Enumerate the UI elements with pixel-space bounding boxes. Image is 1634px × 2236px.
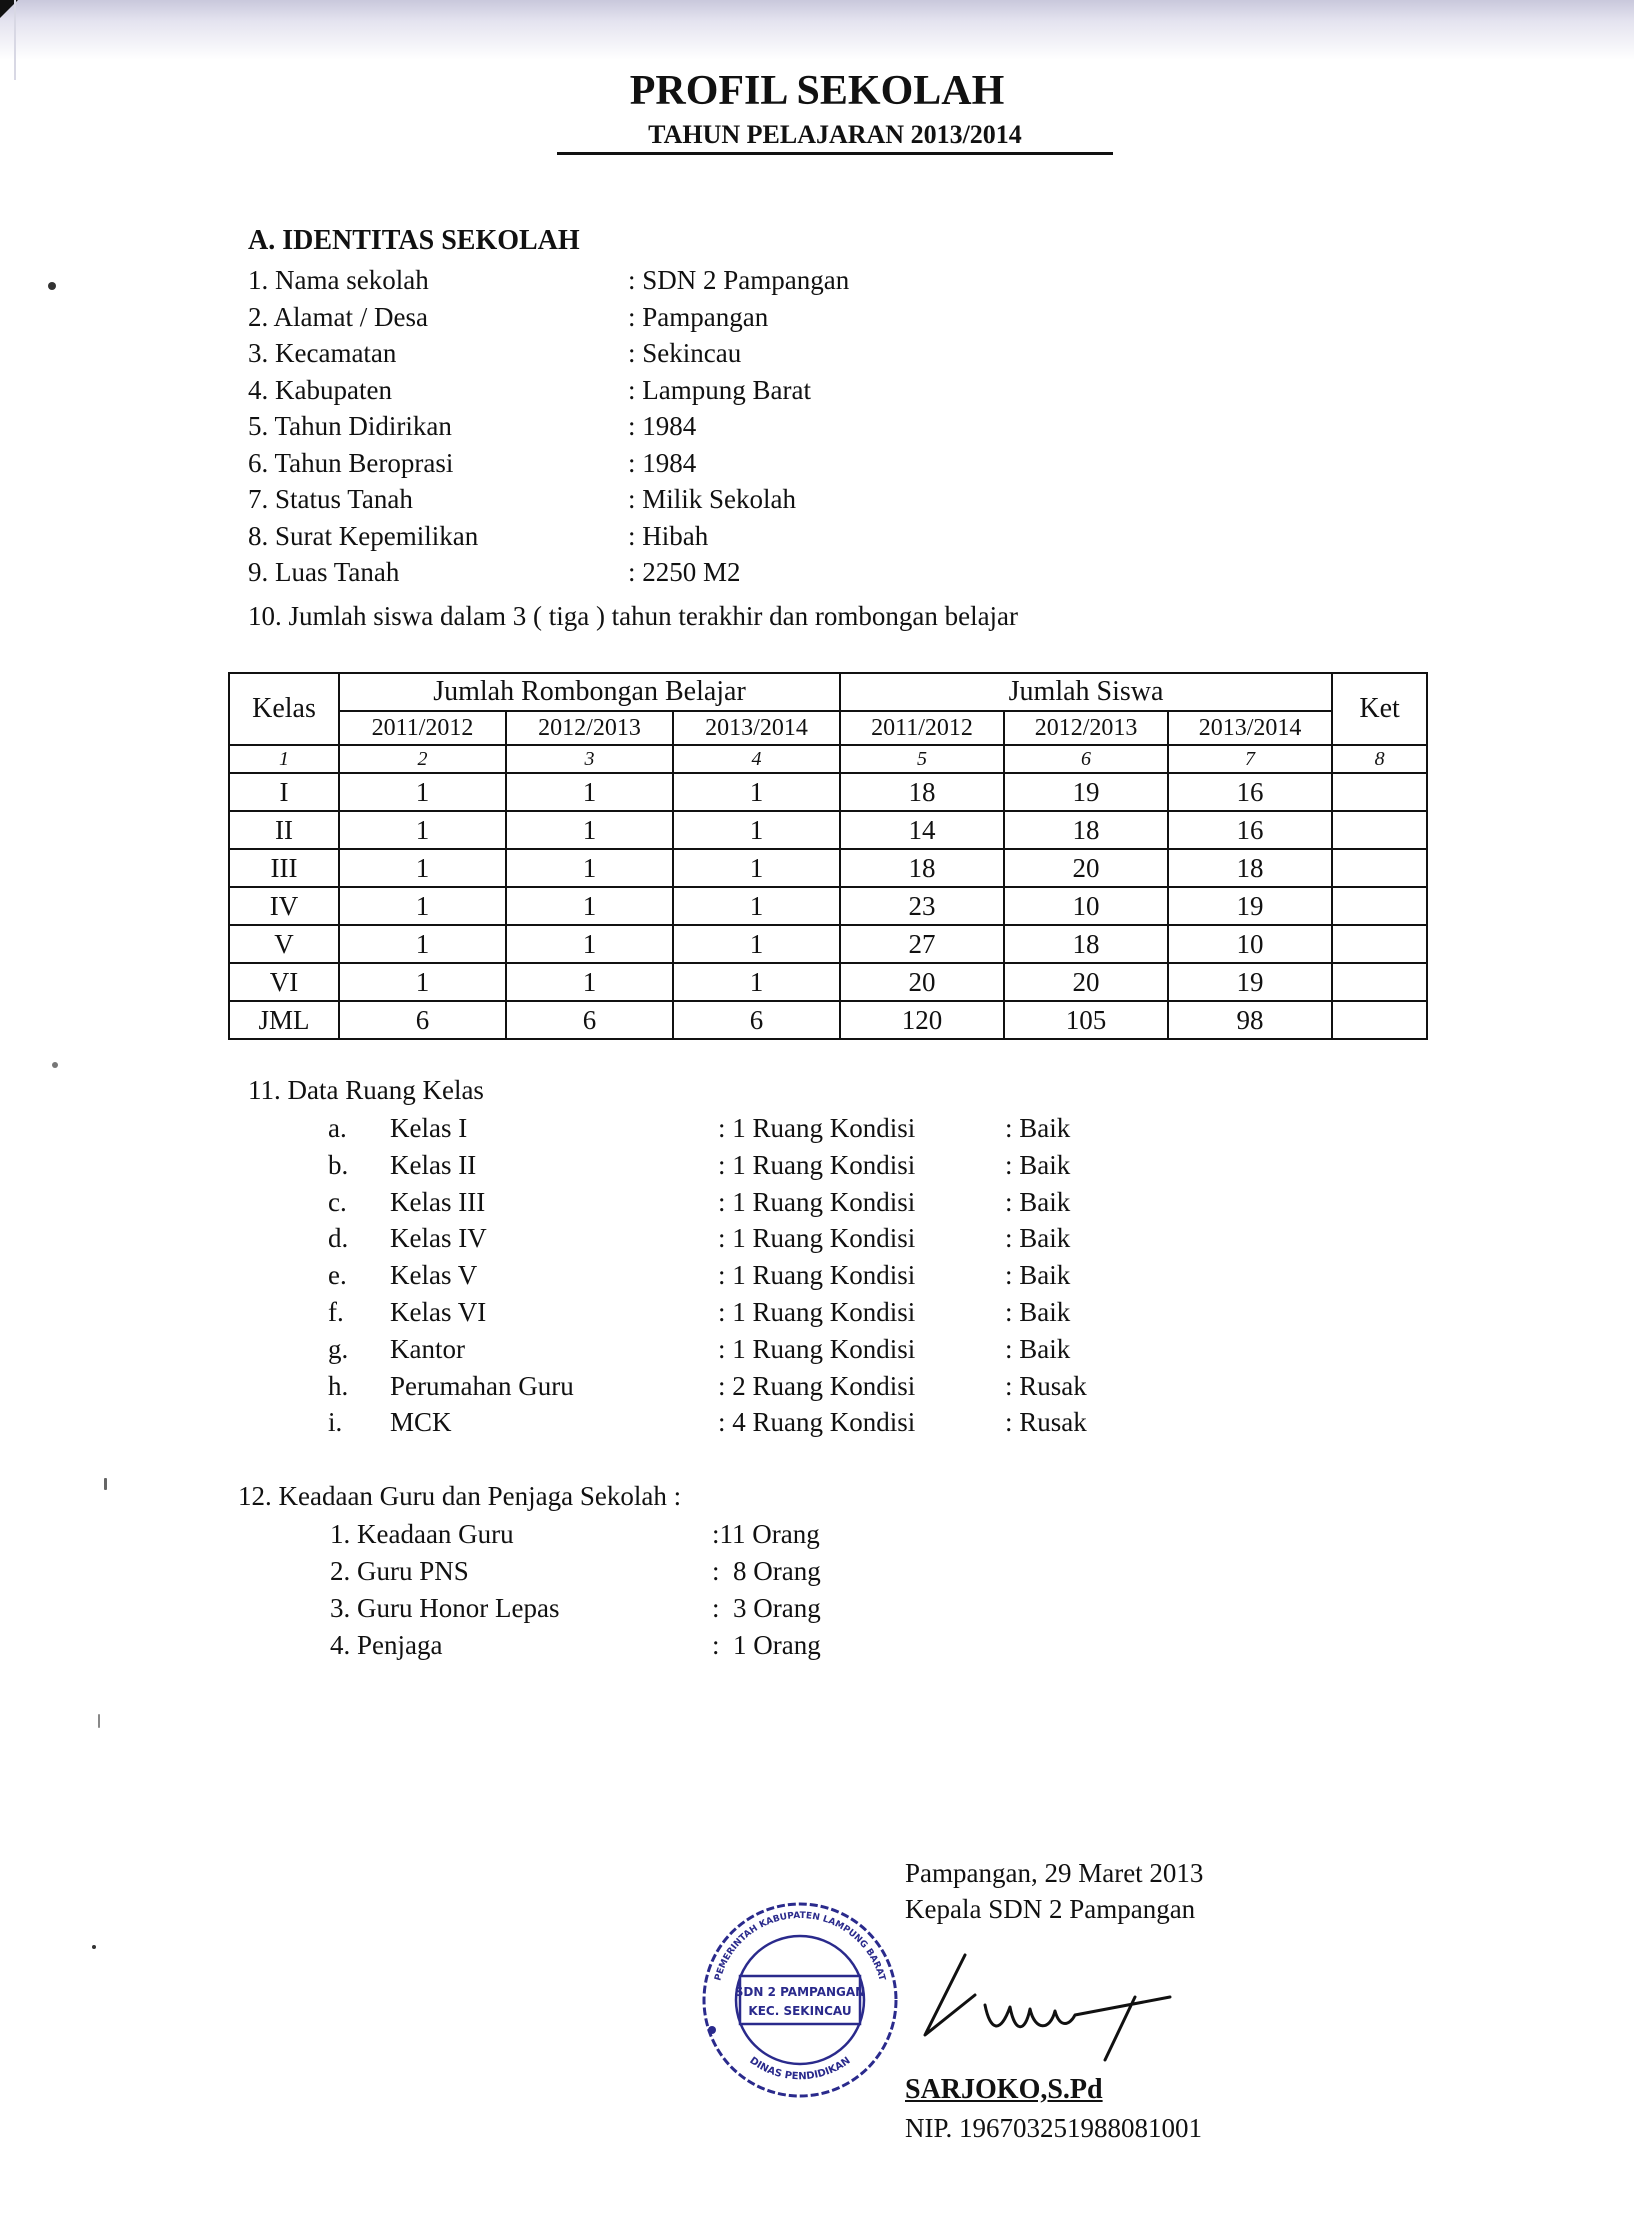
siswa-cell: 18 (840, 849, 1004, 887)
ruang-kondisi: : Baik (1005, 1186, 1071, 1217)
signatory-name: SARJOKO,S.Pd (905, 2074, 1103, 2105)
siswa-cell: 20 (1004, 963, 1168, 1001)
ket-cell (1332, 925, 1427, 963)
rombel-cell: 1 (506, 887, 673, 925)
identity-value: : 1984 (628, 411, 697, 441)
siswa-cell: 19 (1168, 887, 1332, 925)
siswa-cell: 16 (1168, 811, 1332, 849)
document-subtitle: TAHUN PELAJARAN 2013/2014 (557, 118, 1113, 155)
ruang-count: : 1 Ruang Kondisi (718, 1223, 916, 1254)
identity-label: 9. Luas Tanah (248, 557, 400, 587)
guru-row (330, 1553, 930, 1590)
header-year: 2013/2014 (673, 711, 840, 745)
identity-label: 8. Surat Kepemilikan (248, 520, 479, 551)
identity-row (248, 299, 1148, 336)
scan-speck (92, 1945, 96, 1949)
identity-row (248, 372, 1148, 409)
table-body (229, 773, 1427, 1039)
item-10-label: 10. Jumlah siswa dalam 3 ( tiga ) tahun terakhir dan rombongan belajar (248, 601, 1019, 631)
signatory-nip: NIP. 196703251988081001 (905, 2113, 1203, 2143)
rombel-cell: 1 (673, 963, 840, 1001)
ruang-name: Kelas I (390, 1113, 468, 1143)
kelas-cell: I (229, 773, 339, 811)
ruang-name: Kelas V (390, 1260, 478, 1291)
stamp-ring-bottom-text: DINAS PENDIDIKAN (747, 2055, 853, 2083)
ruang-letter: b. (328, 1149, 349, 1180)
siswa-cell: 20 (1004, 849, 1168, 887)
ruang-letter: g. (328, 1333, 349, 1364)
ket-cell (1332, 811, 1427, 849)
index-cell: 5 (840, 745, 1004, 773)
ruang-letter: e. (328, 1260, 347, 1291)
school-stamp (700, 1850, 900, 2140)
guru-list (330, 1516, 930, 1664)
identity-value: : Pampangan (628, 301, 769, 332)
kelas-cell: JML (229, 1001, 339, 1039)
guru-row (330, 1516, 930, 1553)
identity-row (248, 408, 1148, 445)
ruang-row (300, 1331, 1200, 1368)
identity-row (248, 518, 1148, 555)
rombel-cell: 1 (673, 849, 840, 887)
ruang-row (300, 1110, 1200, 1147)
siswa-cell: 18 (1004, 925, 1168, 963)
ruang-row (300, 1184, 1200, 1221)
siswa-cell: 20 (840, 963, 1004, 1001)
rombel-cell: 6 (506, 1001, 673, 1039)
kelas-cell: V (229, 925, 339, 963)
siswa-cell: 27 (840, 925, 1004, 963)
guru-name: 4. Penjaga (330, 1630, 443, 1660)
identity-row (248, 335, 1148, 372)
table-row (229, 773, 1427, 811)
rombel-cell: 1 (339, 811, 506, 849)
siswa-cell: 19 (1004, 773, 1168, 811)
siswa-cell: 14 (840, 811, 1004, 849)
rombel-cell: 1 (339, 849, 506, 887)
stamp-star-icon (708, 2026, 716, 2034)
rombel-cell: 1 (506, 849, 673, 887)
rombel-cell: 1 (506, 963, 673, 1001)
guru-name: 3. Guru Honor Lepas (330, 1593, 560, 1623)
identity-row (248, 481, 1148, 518)
identity-value: : 2250 M2 (628, 557, 741, 587)
kelas-cell: IV (229, 887, 339, 925)
rombel-cell: 1 (673, 773, 840, 811)
index-cell: 3 (506, 745, 673, 773)
table-row (229, 811, 1427, 849)
table-row (229, 925, 1427, 963)
ruang-name: Perumahan Guru (390, 1370, 574, 1401)
identity-row (248, 262, 1148, 299)
scan-speck (52, 1062, 58, 1068)
kelas-cell: III (229, 849, 339, 887)
guru-name: 2. Guru PNS (330, 1556, 469, 1586)
identity-value: : 1984 (628, 447, 697, 478)
siswa-cell: 98 (1168, 1001, 1332, 1039)
siswa-cell: 19 (1168, 963, 1332, 1001)
ket-cell (1332, 849, 1427, 887)
table-row (229, 887, 1427, 925)
guru-value: : 1 Orang (712, 1630, 821, 1660)
header-year: 2013/2014 (1168, 711, 1332, 745)
rombel-cell: 1 (506, 811, 673, 849)
scan-top-shadow (0, 0, 1634, 60)
guru-row (330, 1627, 930, 1664)
ruang-name: Kelas III (390, 1186, 486, 1217)
identity-label: 4. Kabupaten (248, 374, 392, 405)
ruang-count: : 1 Ruang Kondisi (718, 1333, 916, 1364)
index-cell: 7 (1168, 745, 1332, 773)
header-year: 2011/2012 (339, 711, 506, 745)
ruang-count: : 1 Ruang Kondisi (718, 1149, 916, 1180)
ruang-name: Kantor (390, 1333, 465, 1364)
rombel-cell: 1 (339, 773, 506, 811)
ruang-letter: f. (328, 1296, 344, 1327)
identity-value: : Milik Sekolah (628, 484, 796, 514)
index-cell: 2 (339, 745, 506, 773)
siswa-cell: 120 (840, 1001, 1004, 1039)
siswa-cell: 18 (1004, 811, 1168, 849)
scan-speck (104, 1478, 107, 1490)
guru-value: : 8 Orang (712, 1556, 821, 1586)
ruang-letter: a. (328, 1113, 347, 1143)
ruang-row (300, 1220, 1200, 1257)
scan-speck (98, 1714, 100, 1728)
rombel-cell: 1 (506, 925, 673, 963)
ruang-count: : 1 Ruang Kondisi (718, 1296, 916, 1327)
ruang-row (300, 1368, 1200, 1405)
identity-label: 2. Alamat / Desa (248, 301, 428, 332)
kelas-cell: VI (229, 963, 339, 1001)
student-table (228, 672, 1428, 1040)
ruang-kondisi: : Baik (1005, 1296, 1071, 1327)
header-rombel: Jumlah Rombongan Belajar (339, 673, 840, 711)
rombel-cell: 1 (506, 773, 673, 811)
ruang-kondisi: : Baik (1005, 1149, 1071, 1180)
identity-row (248, 445, 1148, 482)
ruang-heading: 11. Data Ruang Kelas (248, 1075, 484, 1105)
identity-list (248, 262, 1148, 591)
ruang-count: : 4 Ruang Kondisi (718, 1407, 916, 1438)
table-header-row (229, 673, 1427, 711)
ruang-list (300, 1110, 1200, 1441)
ruang-kondisi: : Rusak (1005, 1370, 1087, 1401)
ruang-letter: d. (328, 1223, 349, 1254)
table-index-row (229, 745, 1427, 773)
rombel-cell: 1 (673, 887, 840, 925)
siswa-cell: 18 (840, 773, 1004, 811)
index-cell: 4 (673, 745, 840, 773)
identity-value: : Sekincau (628, 338, 742, 368)
ruang-count: : 2 Ruang Kondisi (718, 1370, 916, 1401)
signature-place-date: Pampangan, 29 Maret 2013 (905, 1858, 1204, 1888)
siswa-cell: 16 (1168, 773, 1332, 811)
header-kelas: Kelas (229, 673, 339, 745)
header-year: 2012/2013 (506, 711, 673, 745)
header-ket: Ket (1332, 673, 1427, 745)
table-row (229, 963, 1427, 1001)
siswa-cell: 23 (840, 887, 1004, 925)
ruang-name: Kelas IV (390, 1223, 487, 1254)
guru-heading: 12. Keadaan Guru dan Penjaga Sekolah : (238, 1481, 682, 1511)
siswa-cell: 10 (1004, 887, 1168, 925)
identity-label: 3. Kecamatan (248, 338, 397, 368)
ket-cell (1332, 1001, 1427, 1039)
ruang-name: Kelas II (390, 1149, 477, 1180)
identity-value: : Hibah (628, 520, 709, 551)
stamp-ring-top-text: PEMERINTAH KABUPATEN LAMPUNG BARAT (713, 1910, 887, 1982)
ruang-count: : 1 Ruang Kondisi (718, 1113, 916, 1143)
ket-cell (1332, 773, 1427, 811)
ruang-name: Kelas VI (390, 1296, 487, 1327)
guru-row (330, 1590, 930, 1627)
signature-position: Kepala SDN 2 Pampangan (905, 1894, 1196, 1924)
identity-label: 5. Tahun Didirikan (248, 411, 452, 441)
ket-cell (1332, 887, 1427, 925)
ruang-count: : 1 Ruang Kondisi (718, 1260, 916, 1291)
ruang-row (300, 1147, 1200, 1184)
table-year-row (229, 711, 1427, 745)
siswa-cell: 10 (1168, 925, 1332, 963)
ruang-letter: i. (328, 1407, 343, 1438)
ket-cell (1332, 963, 1427, 1001)
ruang-kondisi: : Rusak (1005, 1407, 1087, 1438)
index-cell: 1 (229, 745, 339, 773)
table-row (229, 849, 1427, 887)
rombel-cell: 6 (339, 1001, 506, 1039)
ruang-kondisi: : Baik (1005, 1260, 1071, 1291)
guru-name: 1. Keadaan Guru (330, 1519, 514, 1549)
identity-row (248, 554, 1148, 591)
ruang-kondisi: : Baik (1005, 1113, 1071, 1143)
header-siswa: Jumlah Siswa (840, 673, 1332, 711)
rombel-cell: 1 (673, 811, 840, 849)
svg-text:DINAS PENDIDIKAN (747, 2055, 852, 2082)
stamp-center-line1: SDN 2 PAMPANGAN (734, 1985, 866, 1999)
table-total-row (229, 1001, 1427, 1039)
scan-speck (48, 282, 56, 290)
document-title: PROFIL SEKOLAH (629, 68, 1005, 114)
rombel-cell: 6 (673, 1001, 840, 1039)
kelas-cell: II (229, 811, 339, 849)
stamp-center-line2: KEC. SEKINCAU (748, 2004, 852, 2018)
rombel-cell: 1 (339, 887, 506, 925)
ruang-letter: c. (328, 1186, 347, 1217)
section-identitas-heading: A. IDENTITAS SEKOLAH (248, 225, 580, 256)
identity-value: : Lampung Barat (628, 374, 811, 405)
siswa-cell: 105 (1004, 1001, 1168, 1039)
header-year: 2011/2012 (840, 711, 1004, 745)
ruang-letter: h. (328, 1370, 349, 1401)
identity-label: 1. Nama sekolah (248, 265, 429, 295)
ruang-name: MCK (390, 1407, 452, 1438)
handwritten-signature-icon (905, 1945, 1185, 2065)
rombel-cell: 1 (339, 925, 506, 963)
index-cell: 8 (1332, 745, 1427, 773)
siswa-cell: 18 (1168, 849, 1332, 887)
identity-label: 6. Tahun Beroprasi (248, 447, 454, 478)
identity-value: : SDN 2 Pampangan (628, 265, 850, 295)
identity-label: 7. Status Tanah (248, 484, 413, 514)
ruang-row (300, 1294, 1200, 1331)
ruang-count: : 1 Ruang Kondisi (718, 1186, 916, 1217)
guru-value: :11 Orang (712, 1519, 820, 1549)
rombel-cell: 1 (339, 963, 506, 1001)
guru-value: : 3 Orang (712, 1593, 821, 1623)
header-year: 2012/2013 (1004, 711, 1168, 745)
ruang-kondisi: : Baik (1005, 1223, 1071, 1254)
ruang-kondisi: : Baik (1005, 1333, 1071, 1364)
svg-text:PEMERINTAH KABUPATEN LAMPUNG B (713, 1911, 886, 1983)
ruang-row (300, 1404, 1200, 1441)
rombel-cell: 1 (673, 925, 840, 963)
signature-block (905, 1855, 1203, 1927)
index-cell: 6 (1004, 745, 1168, 773)
ruang-row (300, 1257, 1200, 1294)
